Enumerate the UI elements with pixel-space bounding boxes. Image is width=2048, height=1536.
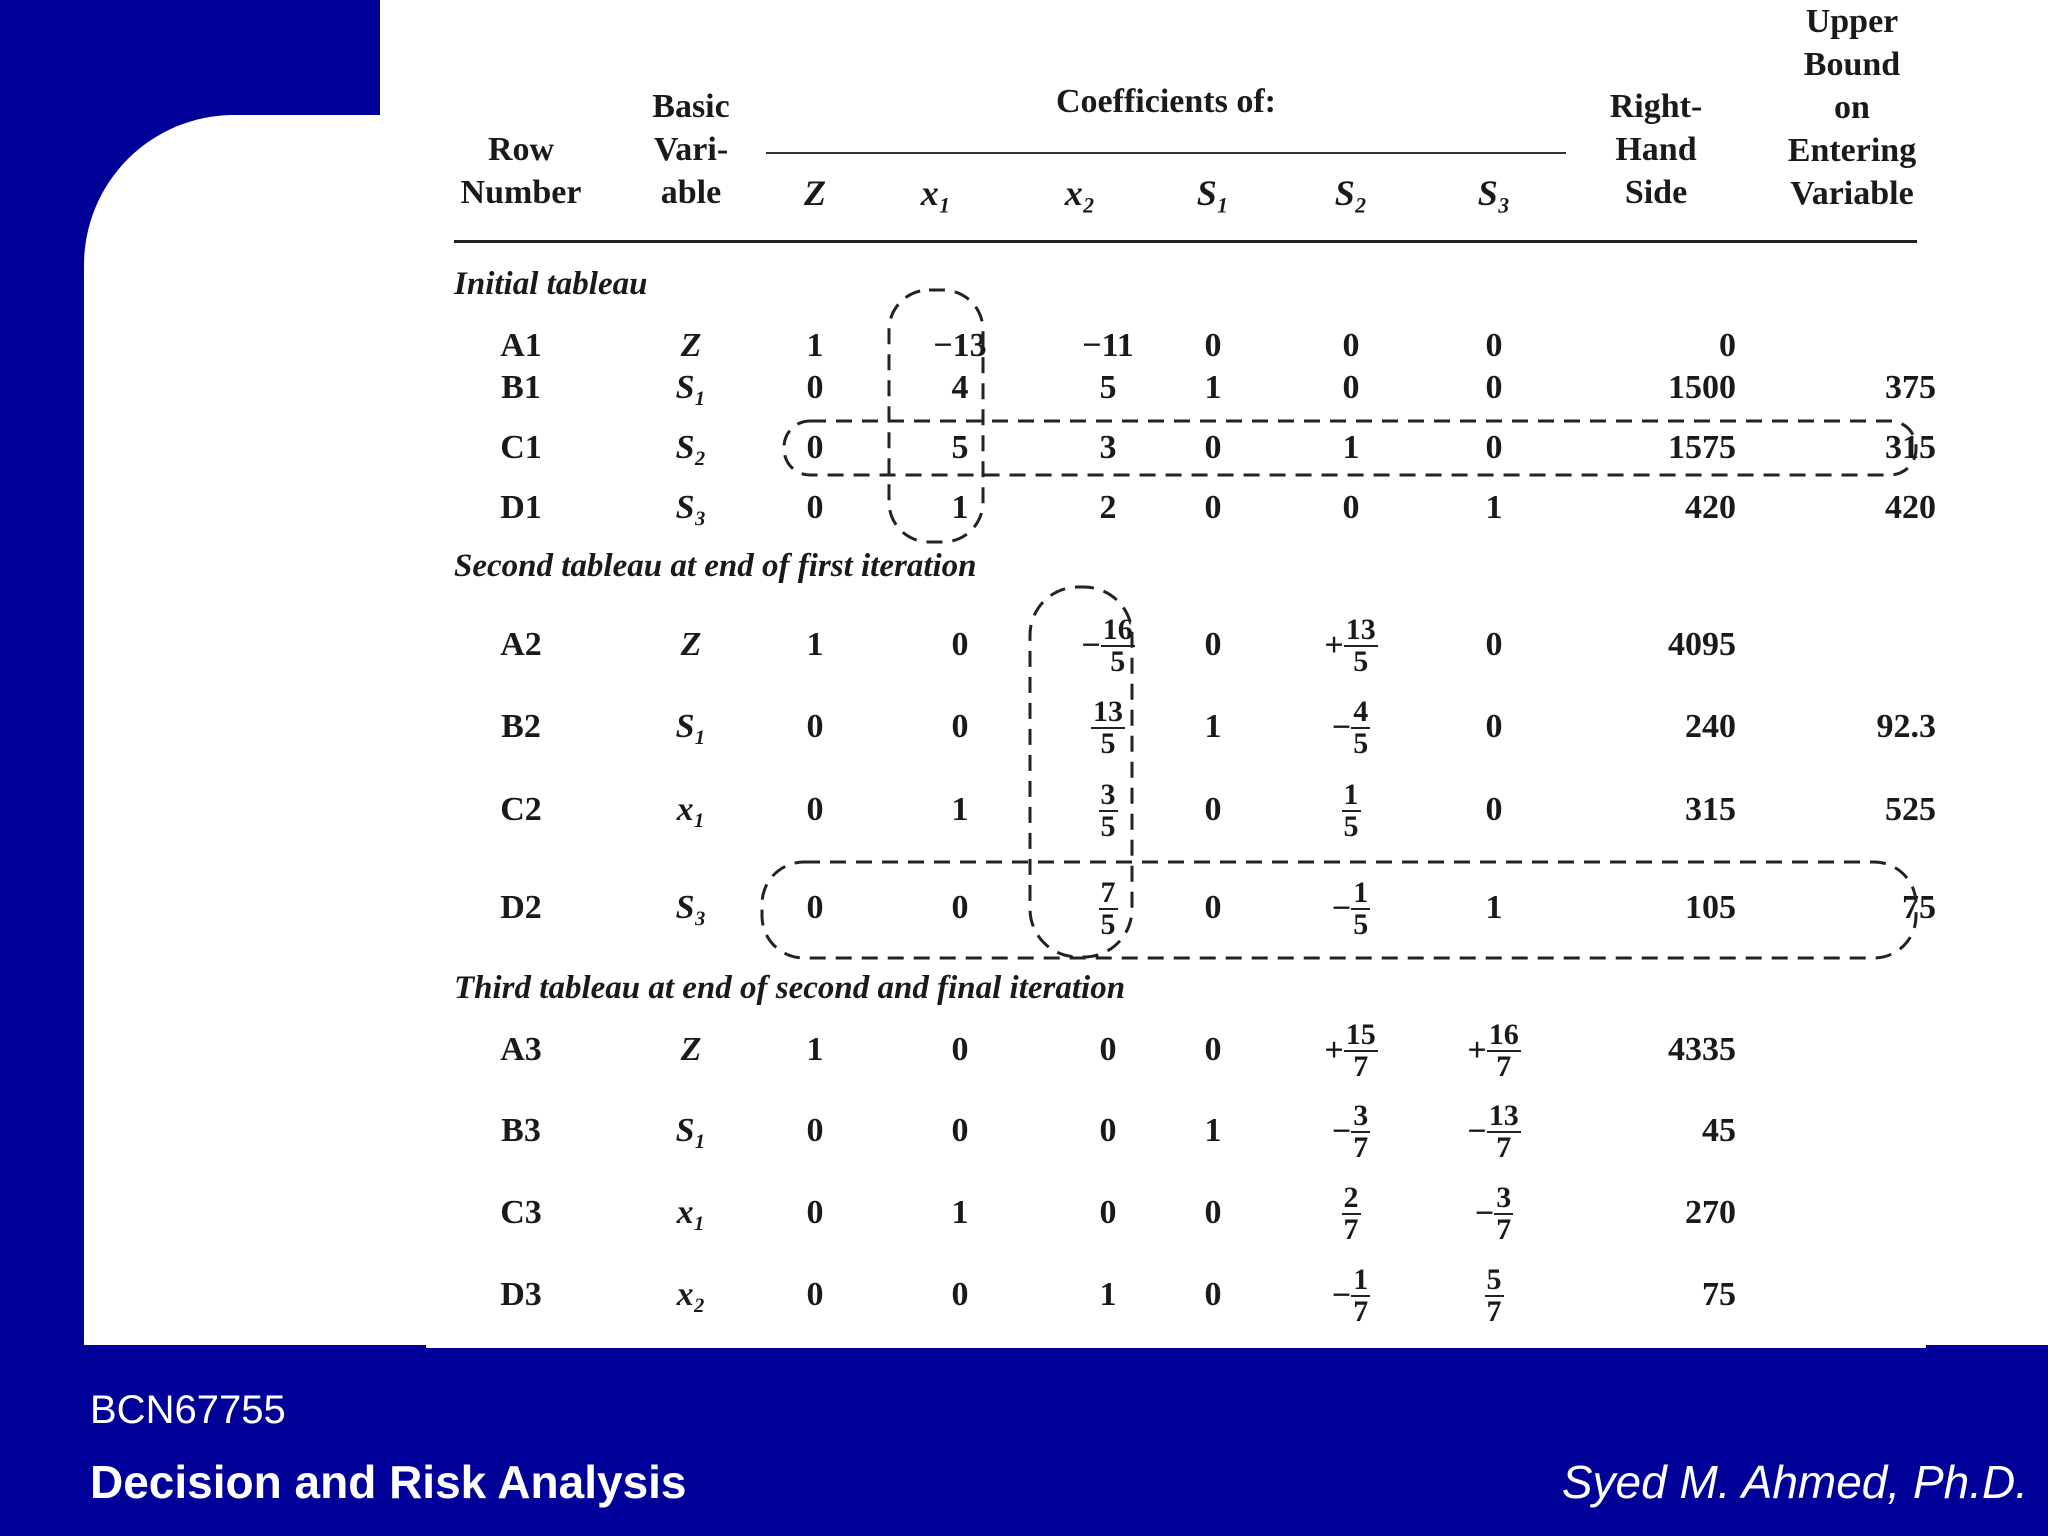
coefficient-cell: 0 xyxy=(1099,1031,1117,1068)
header-col-z: Z xyxy=(804,173,826,213)
coefficient-cell: 1 xyxy=(1342,429,1360,466)
basic-variable: S₂ xyxy=(675,429,707,466)
row-number: C1 xyxy=(500,429,542,466)
coefficient-cell: 1 xyxy=(951,489,969,526)
upper-bound-cell: 375 xyxy=(1885,369,1936,406)
coefficient-cell: − $\frac{1}{5}$ xyxy=(1331,876,1369,941)
coefficient-cell: 1 xyxy=(1485,889,1503,926)
rhs-cell: 270 xyxy=(1685,1194,1736,1231)
basic-variable: Z xyxy=(680,626,702,663)
header-col-s1: S₁ xyxy=(1196,173,1230,213)
coefficient-cell: 0 xyxy=(951,708,969,745)
basic-variable: S₁ xyxy=(675,369,707,406)
row-number: C2 xyxy=(500,791,542,828)
basic-variable: x₂ xyxy=(676,1276,706,1313)
coefficient-cell: $\frac{13}{5}$ xyxy=(1093,695,1123,760)
rhs-cell: 105 xyxy=(1685,889,1736,926)
basic-variable: x₁ xyxy=(676,791,706,828)
upper-bound-cell: 315 xyxy=(1885,429,1936,466)
coefficient-cell: 0 xyxy=(1204,1276,1222,1313)
row-number: B1 xyxy=(501,369,541,406)
coefficient-cell: 5 xyxy=(1099,369,1117,406)
header-coefficients-of: Coefficients of: xyxy=(1056,83,1276,120)
coefficient-cell: 0 xyxy=(806,1276,824,1313)
upper-bound-cell: 420 xyxy=(1885,489,1936,526)
basic-variable: S₁ xyxy=(675,708,707,745)
coefficient-cell: $\frac{1}{5}$ xyxy=(1343,778,1359,843)
coefficient-cell: 0 xyxy=(1099,1194,1117,1231)
coefficient-cell: $\frac{7}{5}$ xyxy=(1100,876,1116,941)
header-col-x2: x₂ xyxy=(1064,173,1096,213)
pivot-column-oval-x1 xyxy=(889,290,983,542)
header-col-s2: S₂ xyxy=(1334,173,1368,213)
coefficient-cell: 1 xyxy=(806,626,824,663)
basic-variable: S₃ xyxy=(675,489,707,526)
course-code: BCN67755 xyxy=(90,1388,286,1432)
header-row-number: Row Number xyxy=(460,131,582,211)
header-rhs: Right- Hand Side xyxy=(1609,88,1703,211)
coefficient-cell: − $\frac{4}{5}$ xyxy=(1331,695,1369,760)
coefficient-cell: 0 xyxy=(806,708,824,745)
coefficient-cell: $\frac{2}{7}$ xyxy=(1343,1181,1359,1246)
row-number: A3 xyxy=(500,1031,542,1068)
basic-variable: S₁ xyxy=(675,1112,707,1149)
coefficient-cell: 1 xyxy=(806,327,824,364)
rhs-cell: 1575 xyxy=(1668,429,1736,466)
coefficient-cell: 1 xyxy=(1204,708,1222,745)
coefficient-cell: + $\frac{16}{7}$ xyxy=(1467,1018,1519,1083)
coefficient-cell: − $\frac{1}{7}$ xyxy=(1331,1263,1369,1328)
coefficient-cell: 0 xyxy=(1485,369,1503,406)
header-col-x1: x₁ xyxy=(920,173,952,213)
row-number: A2 xyxy=(500,626,542,663)
rhs-cell: 75 xyxy=(1702,1276,1736,1313)
rhs-cell: 240 xyxy=(1685,708,1736,745)
row-number: D3 xyxy=(500,1276,542,1313)
coefficient-cell: 0 xyxy=(1204,1194,1222,1231)
coefficient-cell: 0 xyxy=(951,1031,969,1068)
coefficient-cell: 0 xyxy=(806,1112,824,1149)
coefficient-cell: 5 xyxy=(951,429,969,466)
row-number: D2 xyxy=(500,889,542,926)
coefficient-cell: − $\frac{3}{7}$ xyxy=(1331,1099,1369,1164)
rhs-cell: 420 xyxy=(1685,489,1736,526)
coefficient-cell: 0 xyxy=(1485,626,1503,663)
coefficient-cell: 0 xyxy=(1204,626,1222,663)
basic-variable: Z xyxy=(680,327,702,364)
rhs-cell: 315 xyxy=(1685,791,1736,828)
coefficient-cell: − $\frac{13}{7}$ xyxy=(1467,1099,1519,1164)
coefficient-cell: + $\frac{13}{5}$ xyxy=(1324,613,1376,678)
rhs-cell: 45 xyxy=(1702,1112,1736,1149)
basic-variable: S₃ xyxy=(675,889,707,926)
coefficient-cell: − $\frac{3}{7}$ xyxy=(1474,1181,1512,1246)
upper-bound-cell: 525 xyxy=(1885,791,1936,828)
basic-variable: Z xyxy=(680,1031,702,1068)
coefficient-cell: −13 xyxy=(933,327,987,364)
coefficient-cell: 0 xyxy=(1485,791,1503,828)
coefficient-cell: 1 xyxy=(1204,369,1222,406)
coefficient-cell: 1 xyxy=(1204,1112,1222,1149)
coefficient-cell: 1 xyxy=(951,1194,969,1231)
coefficient-cell: − $\frac{16}{5}$ xyxy=(1081,613,1133,678)
coefficient-cell: 0 xyxy=(1485,327,1503,364)
coefficient-cell: $\frac{3}{5}$ xyxy=(1100,778,1116,843)
coefficient-cell: 2 xyxy=(1099,489,1117,526)
coefficient-cell: 3 xyxy=(1099,429,1117,466)
coefficient-cell: 0 xyxy=(1204,889,1222,926)
rhs-cell: 0 xyxy=(1719,327,1736,364)
coefficient-cell: 4 xyxy=(951,369,969,406)
header-basic-variable: Basic Vari- able xyxy=(652,88,730,211)
upper-bound-cell: 92.3 xyxy=(1876,708,1936,745)
coefficient-cell: 1 xyxy=(951,791,969,828)
row-number: B3 xyxy=(501,1112,541,1149)
author-name: Syed M. Ahmed, Ph.D. xyxy=(1561,1456,2028,1508)
coefficient-cell: 0 xyxy=(1485,708,1503,745)
coefficient-cell: 1 xyxy=(1485,489,1503,526)
coefficient-cell: 0 xyxy=(806,369,824,406)
pivot-column-oval-x2 xyxy=(1030,587,1132,957)
basic-variable: x₁ xyxy=(676,1194,706,1231)
coefficient-cell: 0 xyxy=(806,889,824,926)
simplex-tableau xyxy=(426,0,1936,1348)
coefficient-cell: 0 xyxy=(806,429,824,466)
coefficient-cell: 0 xyxy=(1342,489,1360,526)
coefficient-cell: + $\frac{15}{7}$ xyxy=(1324,1018,1376,1083)
pivot-ovals xyxy=(426,0,1926,1348)
coefficient-cell: 0 xyxy=(1204,489,1222,526)
coefficient-cell: 0 xyxy=(806,791,824,828)
coefficient-cell: 0 xyxy=(1342,369,1360,406)
course-title: Decision and Risk Analysis xyxy=(90,1456,687,1508)
section-title-second: Second tableau at end of first iteration xyxy=(454,548,977,584)
coefficient-cell: 0 xyxy=(951,1276,969,1313)
coefficient-cell: 1 xyxy=(806,1031,824,1068)
coefficient-cell: 1 xyxy=(1099,1276,1117,1313)
row-number: B2 xyxy=(501,708,541,745)
upper-bound-cell: 75 xyxy=(1902,889,1936,926)
rhs-cell: 1500 xyxy=(1668,369,1736,406)
coefficient-cell: 0 xyxy=(1204,1031,1222,1068)
coefficient-cell: −11 xyxy=(1082,327,1134,364)
coefficient-cell: 0 xyxy=(1204,791,1222,828)
header-col-s3: S₃ xyxy=(1477,173,1511,213)
row-number: A1 xyxy=(500,327,542,364)
coefficient-cell: 0 xyxy=(951,626,969,663)
pivot-row-oval-c1 xyxy=(784,421,1916,475)
coefficient-cell: 0 xyxy=(951,1112,969,1149)
header-upper-bound: Upper Bound on Entering Variable xyxy=(1787,3,1917,212)
rhs-cell: 4335 xyxy=(1668,1031,1736,1068)
coefficient-cell: 0 xyxy=(1099,1112,1117,1149)
pivot-row-oval-d2 xyxy=(762,862,1916,958)
row-number: D1 xyxy=(500,489,542,526)
coefficient-cell: 0 xyxy=(806,1194,824,1231)
coefficient-cell: 0 xyxy=(1204,429,1222,466)
coefficient-cell: 0 xyxy=(1485,429,1503,466)
coefficient-cell: 0 xyxy=(806,489,824,526)
rhs-cell: 4095 xyxy=(1668,626,1736,663)
section-title-initial: Initial tableau xyxy=(454,266,648,302)
coefficient-cell: 0 xyxy=(1342,327,1360,364)
coefficient-cell: 0 xyxy=(1204,327,1222,364)
coefficient-cell: $\frac{5}{7}$ xyxy=(1486,1263,1502,1328)
row-number: C3 xyxy=(500,1194,542,1231)
section-title-third: Third tableau at end of second and final iteration xyxy=(454,970,1126,1006)
coefficient-cell: 0 xyxy=(951,889,969,926)
